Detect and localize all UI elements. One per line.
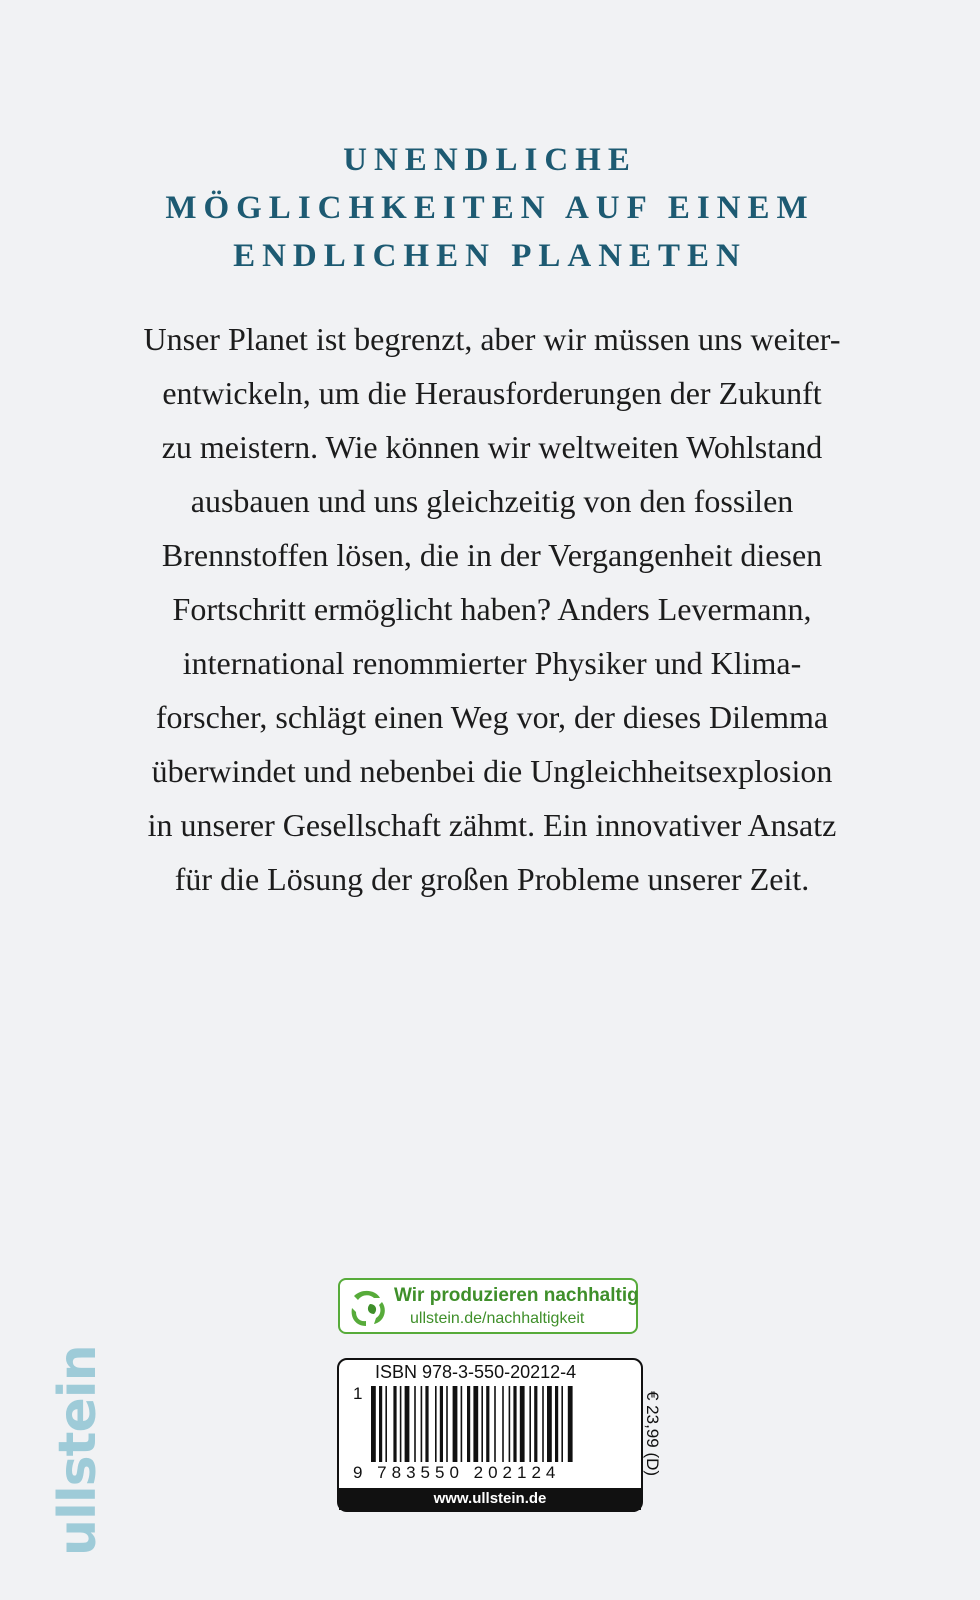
- barcode-bars: [371, 1386, 585, 1464]
- blurb-line: ausbauen und uns gleichzeitig von den fossilen: [190, 483, 794, 519]
- blurb-line: für die Lösung der großen Probleme unserer Zeit.: [174, 861, 810, 897]
- barcode-stripe: [534, 1386, 537, 1462]
- barcode-stripe: [542, 1386, 544, 1462]
- barcode-stripe: [414, 1386, 416, 1462]
- barcode-stripe: [421, 1386, 423, 1462]
- barcode-stripe: [467, 1386, 470, 1462]
- barcode-stripe: [509, 1386, 511, 1462]
- barcode-stripe: [453, 1386, 458, 1462]
- blurb-line: international renommierter Physiker und Klima-: [182, 645, 802, 681]
- blurb-line: Unser Planet ist begrenzt, aber wir müssen uns weiter-: [143, 321, 841, 357]
- barcode-block: [337, 1358, 662, 1512]
- isbn-number: ISBN 978-3-550-20212-4: [375, 1362, 577, 1382]
- barcode-stripe: [440, 1386, 443, 1462]
- barcode-lead-digit: 1: [353, 1384, 363, 1403]
- barcode-digits: 9 783550 202124: [353, 1463, 561, 1482]
- blurb-line: überwindet und nebenbei die Ungleichheitsexplosion: [151, 753, 833, 789]
- blurb-line: Fortschritt ermöglicht haben? Anders Levermann,: [172, 591, 812, 627]
- barcode-stripe: [473, 1386, 478, 1462]
- barcode-stripe: [446, 1386, 448, 1462]
- barcode-stripe: [371, 1386, 376, 1462]
- barcode-stripe: [400, 1386, 402, 1462]
- barcode-stripe: [561, 1386, 563, 1462]
- headline-line-1: UNENDLICHE: [343, 142, 637, 178]
- barcode-stripe: [393, 1386, 396, 1462]
- barcode-stripe: [555, 1386, 558, 1462]
- blurb-line: entwickeln, um die Herausforderungen der Zukunft: [162, 375, 822, 411]
- sustainability-url: ullstein.de/nachhaltigkeit: [410, 1310, 585, 1327]
- barcode-stripe: [385, 1386, 387, 1462]
- barcode-stripe: [520, 1386, 525, 1462]
- barcode-stripe: [461, 1386, 463, 1462]
- barcode-stripe: [513, 1386, 516, 1462]
- blurb-line: in unserer Gesellschaft zähmt. Ein innovativer Ansatz: [147, 807, 837, 843]
- headline: [0, 136, 980, 280]
- publisher-website: www.ullstein.de: [339, 1488, 641, 1510]
- barcode-stripe: [486, 1386, 489, 1462]
- recycle-leaf-icon: [346, 1286, 390, 1330]
- blurb-line: Brennstoffen lösen, die in der Vergangenheit diesen: [161, 537, 823, 573]
- barcode-stripe: [547, 1386, 552, 1462]
- publisher-logo: [48, 1226, 108, 1556]
- headline-line-3: ENDLICHEN PLANETEN: [233, 238, 747, 274]
- barcode-stripe: [494, 1386, 496, 1462]
- sustainability-title: Wir produzieren nachhaltig: [394, 1285, 639, 1306]
- blurb-line: zu meistern. Wie können wir weltweiten Wohlstand: [161, 429, 823, 465]
- barcode-stripe: [568, 1386, 573, 1462]
- barcode-stripe: [379, 1386, 382, 1462]
- price-label: € 23,99 (D): [643, 1391, 662, 1477]
- barcode-stripe: [481, 1386, 483, 1462]
- barcode-stripe: [502, 1386, 504, 1462]
- barcode-stripe: [405, 1386, 410, 1462]
- publisher-logo-text: ullstein: [48, 1345, 108, 1556]
- headline-line-2: MÖGLICHKEITEN AUF EINEM: [165, 190, 815, 226]
- barcode-stripe: [529, 1386, 531, 1462]
- blurb-line: forscher, schlägt einen Weg vor, der dieses Dilemma: [155, 699, 829, 735]
- blurb-text: [92, 312, 892, 906]
- barcode-stripe: [425, 1386, 428, 1462]
- sustainability-badge: [338, 1278, 638, 1334]
- barcode-stripe: [435, 1386, 437, 1462]
